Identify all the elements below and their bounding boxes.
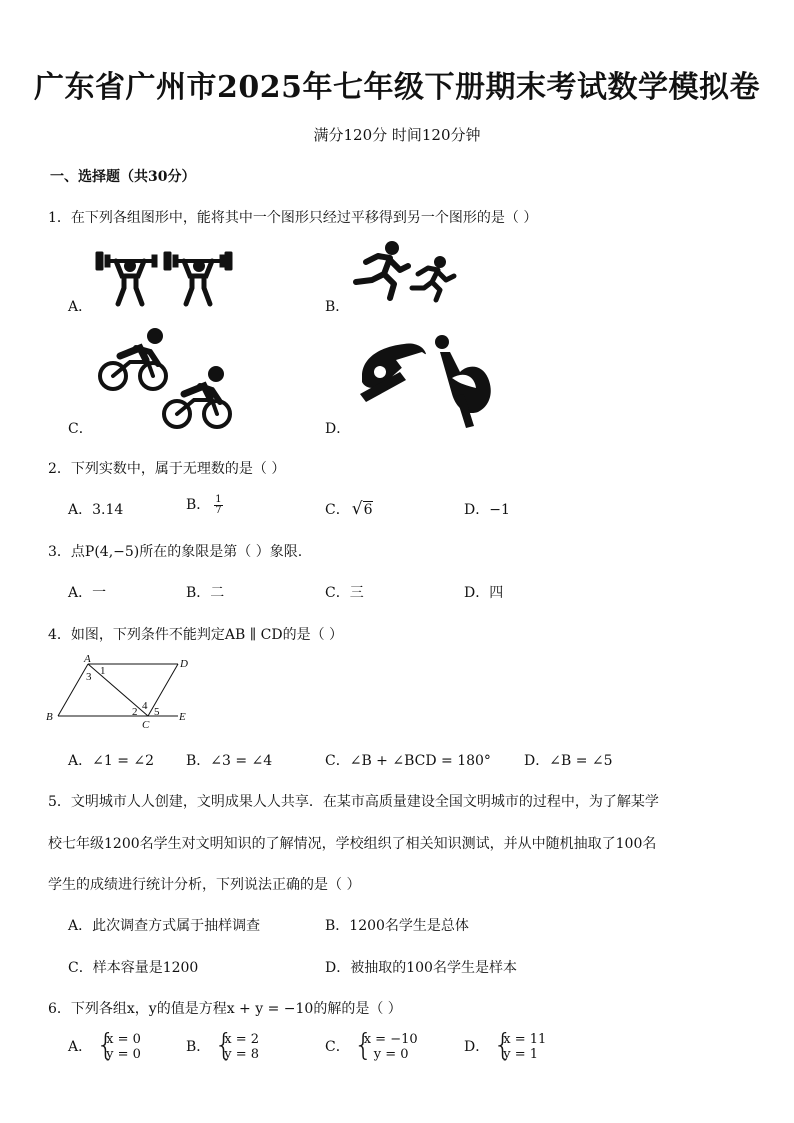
question-1-stem: 1．在下列各组图形中，能将其中一个图形只经过平移得到另一个图形的是（ ） xyxy=(48,210,538,226)
question-5-line-2: 校七年级1200名学生对文明知识的了解情况，学校组织了相关知识测试，并从中随机抽取了100名 xyxy=(48,836,657,852)
q4-option-c: C．∠B + ∠BCD = 180° xyxy=(325,753,491,769)
q1-option-b: B． xyxy=(325,299,350,315)
equation-row: y = 0 xyxy=(106,1047,141,1062)
question-5-line-3: 学生的成绩进行统计分析，下列说法正确的是（ ） xyxy=(48,877,361,893)
equation-row: y = 0 xyxy=(373,1047,409,1062)
q3-option-d: D．四 xyxy=(464,585,504,601)
q4-option-d: D．∠B = ∠5 xyxy=(524,753,613,769)
q5-option-b: B．1200名学生是总体 xyxy=(325,918,469,934)
cyclist-icon xyxy=(96,326,238,430)
label-c: C xyxy=(142,719,150,731)
q3-option-c: C．三 xyxy=(325,585,364,601)
q4-option-b: B．∠3 = ∠4 xyxy=(186,753,273,769)
q2-option-c xyxy=(325,499,373,519)
exam-info: 满分120分 时间120分钟 xyxy=(313,126,481,144)
q6-option-a-label: A． xyxy=(68,1039,93,1055)
parallelogram-figure xyxy=(44,652,204,732)
q6-option-c xyxy=(325,1028,418,1063)
angle-3-label: 3 xyxy=(86,671,92,683)
page-title: 广东省广州市2025年七年级下册期末考试数学模拟卷 xyxy=(34,70,760,105)
gymnast-icon xyxy=(356,334,496,432)
q1-option-a: A． xyxy=(68,299,93,315)
equation-system xyxy=(493,1028,547,1063)
q4-option-a: A．∠1 = ∠2 xyxy=(68,753,155,769)
equation-row: y = 1 xyxy=(503,1047,539,1062)
brace-icon: { xyxy=(353,1028,373,1063)
sqrt-radicand: 6 xyxy=(363,502,373,518)
q3-option-b: B．二 xyxy=(186,585,225,601)
q5-option-c: C．样本容量是1200 xyxy=(68,960,199,976)
equation-row: y = 8 xyxy=(224,1047,260,1062)
q6-option-d-label: D． xyxy=(464,1039,490,1055)
question-2-stem: 2．下列实数中，属于无理数的是（ ） xyxy=(48,461,286,477)
q6-option-c-label: C． xyxy=(325,1039,350,1055)
question-3-stem: 3．点P(4,−5)所在的象限是第（ ）象限. xyxy=(48,544,303,560)
q5-option-a: A．此次调查方式属于抽样调查 xyxy=(68,918,261,934)
q6-option-b xyxy=(186,1028,260,1063)
section-heading: 一、选择题（共30分） xyxy=(50,169,196,185)
equation-system xyxy=(96,1028,141,1063)
equation-system xyxy=(214,1028,260,1063)
q5-option-d: D．被抽取的100名学生是样本 xyxy=(325,960,517,976)
q2-option-b xyxy=(186,494,223,516)
question-6-stem: 6．下列各组x，y的值是方程x + y = −10的解的是（ ） xyxy=(48,1001,402,1017)
fraction-numerator: 1 xyxy=(215,493,222,505)
q6-option-a xyxy=(68,1028,141,1063)
q3-option-a: A．一 xyxy=(68,585,107,601)
equation-system xyxy=(353,1028,418,1063)
equation-row: x = −10 xyxy=(363,1032,418,1047)
brace-icon: { xyxy=(214,1028,234,1063)
label-a: A xyxy=(84,653,91,665)
q6-option-d xyxy=(464,1028,547,1063)
q2-option-a: A．3.14 xyxy=(68,502,124,518)
label-e: E xyxy=(179,711,186,723)
runner-icon xyxy=(346,240,462,302)
question-5-line-1: 5．文明城市人人创建，文明成果人人共享．在某市高质量建设全国文明城市的过程中，为了解某学 xyxy=(48,794,659,810)
equation-row: x = 11 xyxy=(503,1032,547,1047)
q2-option-b-label: B． xyxy=(186,497,211,513)
fraction-denominator: 7 xyxy=(215,504,222,516)
brace-icon: { xyxy=(493,1028,513,1063)
q2-option-c-label: C． xyxy=(325,502,350,518)
weightlifter-icon xyxy=(94,246,234,308)
angle-5-label: 5 xyxy=(154,706,160,718)
angle-1-label: 1 xyxy=(100,665,106,677)
fraction xyxy=(214,495,222,516)
brace-icon: { xyxy=(96,1028,116,1063)
q2-option-d: D．−1 xyxy=(464,502,510,518)
equation-row: x = 2 xyxy=(224,1032,260,1047)
q1-option-c: C． xyxy=(68,421,93,437)
label-d: D xyxy=(180,658,188,670)
sqrt-sign-icon: √6 xyxy=(351,499,373,519)
q6-option-b-label: B． xyxy=(186,1039,211,1055)
label-b: B xyxy=(46,711,53,723)
q1-option-d: D． xyxy=(325,421,351,437)
angle-2-label: 2 xyxy=(132,706,138,718)
angle-4-label: 4 xyxy=(142,700,148,712)
equation-row: x = 0 xyxy=(106,1032,141,1047)
question-4-stem: 4．如图，下列条件不能判定AB ∥ CD的是（ ） xyxy=(48,627,344,643)
